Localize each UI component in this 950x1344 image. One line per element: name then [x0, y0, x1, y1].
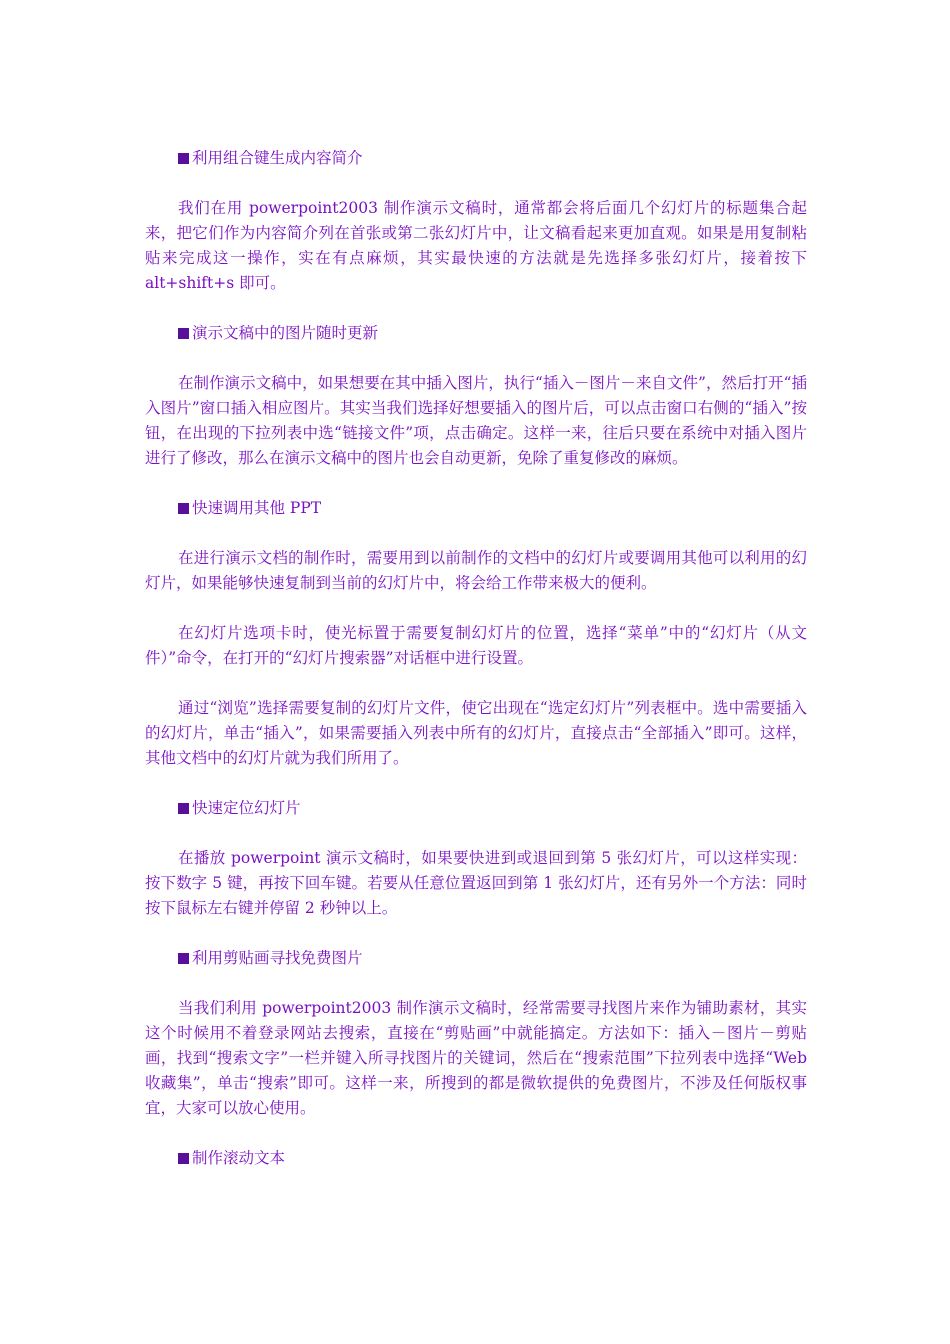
paragraph: 当我们利用 powerpoint2003 制作演示文稿时，经常需要寻找图片来作为铺助素材，其实这个时候用不着登录网站去搜索，直接在“剪贴画”中就能搞定。方法如下：插入－图片－剪贴画，找到“搜索文字”一栏并键入所寻找图片的关键词，然后在“搜索范围”下拉列表中选择“Web 收藏集”，单击“搜索”即可。这样一来，所搜到的都是微软提供的免费图片，不涉及任何版权事宜，大家可以放心使用。	[145, 999, 807, 1117]
section-heading	[145, 796, 807, 821]
document-page	[145, 146, 807, 1196]
paragraph: 在幻灯片选项卡时，使光标置于需要复制幻灯片的位置，选择“菜单”中的“幻灯片（从文件）”命令，在打开的“幻灯片搜索器”对话框中进行设置。	[145, 624, 807, 667]
paragraph: 在进行演示文档的制作时，需要用到以前制作的文档中的幻灯片或要调用其他可以利用的幻灯片，如果能够快速复制到当前的幻灯片中，将会给工作带来极大的便利。	[145, 549, 807, 592]
section-heading	[145, 946, 807, 971]
paragraph: 通过“浏览”选择需要复制的幻灯片文件，使它出现在“选定幻灯片”列表框中。选中需要插入的幻灯片，单击“插入”，如果需要插入列表中所有的幻灯片，直接点击“全部插入”即可。这样，其他文档中的幻灯片就为我们所用了。	[145, 699, 807, 767]
paragraph: 在播放 powerpoint 演示文稿时，如果要快进到或退回到第 5 张幻灯片，可以这样实现：按下数字 5 键，再按下回车键。若要从任意位置返回到第 1 张幻灯片，还有另外一个方法：同时按下鼠标左右键并停留 2 秒钟以上。	[145, 849, 807, 917]
section-heading	[145, 1146, 807, 1171]
section-heading-text: 制作滚动文本	[192, 1149, 286, 1167]
bullet-square-icon	[178, 503, 189, 514]
bullet-square-icon	[178, 953, 189, 964]
section-heading	[145, 321, 807, 346]
paragraph: 在制作演示文稿中，如果想要在其中插入图片，执行“插入－图片－来自文件”，然后打开“插入图片”窗口插入相应图片。其实当我们选择好想要插入的图片后，可以点击窗口右侧的“插入”按钮，在出现的下拉列表中选“链接文件”项，点击确定。这样一来，往后只要在系统中对插入图片进行了修改，那么在演示文稿中的图片也会自动更新，免除了重复修改的麻烦。	[145, 374, 807, 467]
section-heading-text: 利用剪贴画寻找免费图片	[192, 949, 363, 967]
section-heading-text: 演示文稿中的图片随时更新	[192, 324, 379, 342]
section-heading	[145, 496, 807, 521]
paragraph: 我们在用 powerpoint2003 制作演示文稿时，通常都会将后面几个幻灯片的标题集合起来，把它们作为内容简介列在首张或第二张幻灯片中，让文稿看起来更加直观。如果是用复制粘贴来完成这一操作，实在有点麻烦，其实最快速的方法就是先选择多张幻灯片，接着按下 alt+shift+s 即可。	[145, 199, 807, 292]
bullet-square-icon	[178, 328, 189, 339]
section-heading	[145, 146, 807, 171]
section-heading-text: 快速调用其他 PPT	[192, 499, 322, 517]
section-heading-text: 快速定位幻灯片	[192, 799, 301, 817]
section-heading-text: 利用组合键生成内容简介	[192, 149, 363, 167]
bullet-square-icon	[178, 803, 189, 814]
bullet-square-icon	[178, 153, 189, 164]
bullet-square-icon	[178, 1153, 189, 1164]
